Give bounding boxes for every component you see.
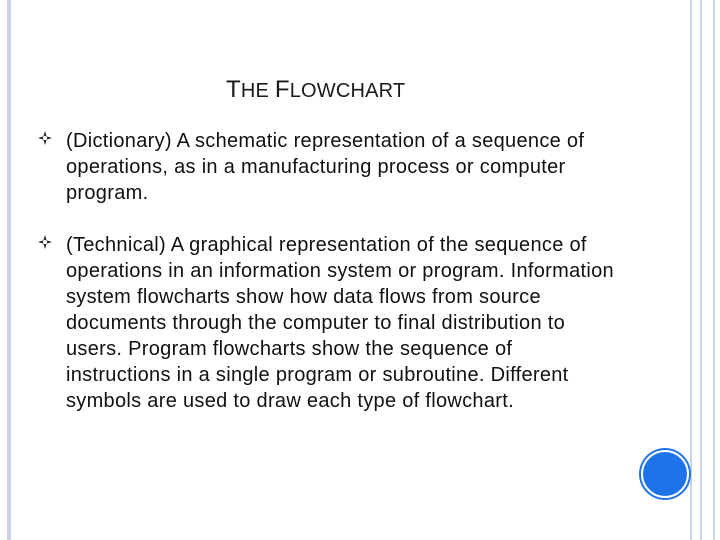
title-cap-1: T	[226, 76, 241, 103]
four-point-diamond-bullet-icon	[38, 131, 52, 145]
slide-frame-left-border	[7, 0, 11, 540]
bullet-list	[38, 128, 618, 440]
title-rest-2: LOWCHART	[289, 80, 406, 102]
bullet-item-dictionary	[38, 128, 618, 206]
bullet-text: (Technical) A graphical representation of the sequence of operations in an information system or program. Information system flowcharts show how data flows from source documents through the computer to final distribution to users. Program flowcharts show the sequence of instructions in a single program or subroutine. Different symbols are used to draw each type of flowchart.	[66, 234, 614, 412]
title-cap-2: F	[274, 76, 290, 103]
title-rest-1: HE	[240, 80, 275, 102]
four-point-diamond-bullet-icon	[38, 235, 52, 249]
slide-title	[226, 76, 405, 104]
decorative-blue-circle	[641, 450, 689, 498]
bullet-item-technical	[38, 232, 618, 414]
slide-frame-right-edge	[713, 0, 715, 540]
bullet-text: (Dictionary) A schematic representation of a sequence of operations, as in a manufacturing process or computer program.	[66, 130, 585, 204]
slide-frame-right-border	[690, 0, 702, 540]
